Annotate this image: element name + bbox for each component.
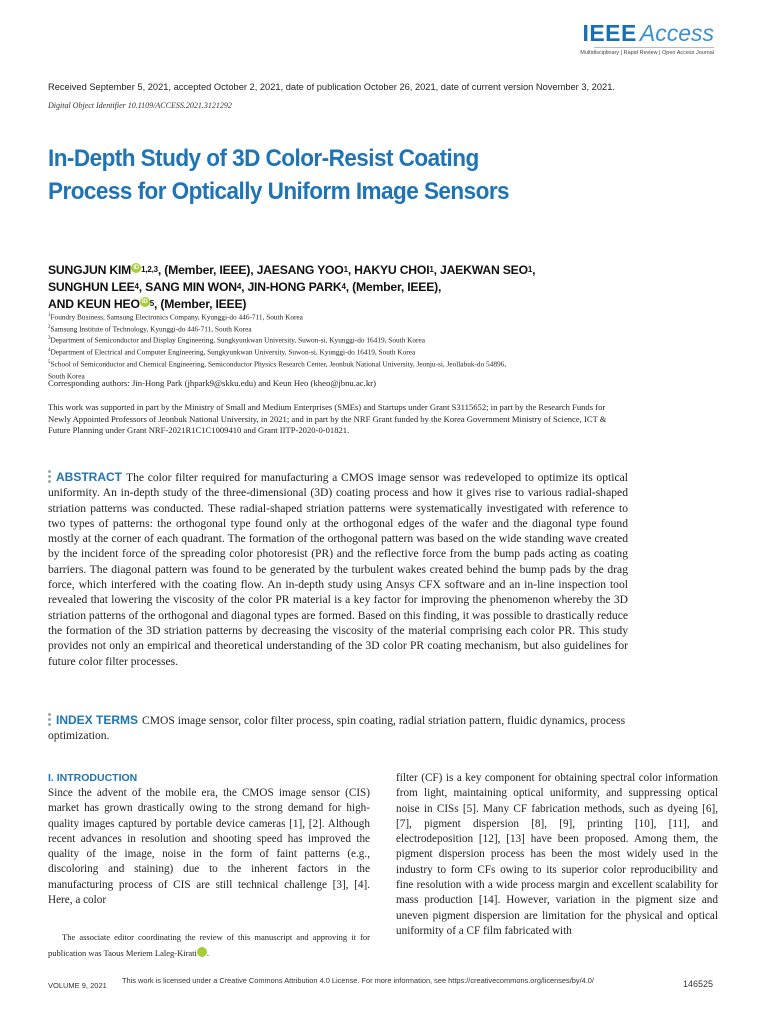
affiliation-text: Department of Electrical and Computer Engineering, Sungkyunkwan University, Suwon-si, Kyunggi-do 16419, South Korea bbox=[50, 347, 416, 357]
logo-ieee: IEEE bbox=[582, 20, 637, 46]
index-terms-text: CMOS image sensor, color filter process, spin coating, radial striation pattern, fluidic dynamics, process optimization. bbox=[48, 714, 626, 743]
footer-license: This work is licensed under a Creative Commons Attribution 4.0 License. For more information, see https://creativecommons.org/licenses/by/4.0/ bbox=[122, 976, 594, 985]
logo-access: Access bbox=[639, 20, 714, 46]
affiliations bbox=[48, 311, 628, 381]
author-name: , (Member, IEEE), bbox=[345, 280, 442, 294]
orcid-icon[interactable]: iD bbox=[197, 947, 207, 957]
abstract-label: ABSTRACT bbox=[56, 470, 122, 484]
author-name: , SANG MIN WON bbox=[138, 280, 237, 294]
abstract bbox=[48, 470, 628, 669]
affiliation bbox=[48, 311, 628, 323]
paper-title: In-Depth Study of 3D Color-Resist Coating Process for Optically Uniform Image Sensors bbox=[48, 145, 510, 205]
doi: Digital Object Identifier 10.1109/ACCESS.2021.3121292 bbox=[48, 101, 232, 110]
author-sup: 1 bbox=[527, 265, 533, 274]
orcid-icon[interactable]: iD bbox=[140, 297, 150, 307]
author-sup: 5 bbox=[149, 299, 154, 308]
footer-volume: VOLUME 9, 2021 bbox=[48, 981, 107, 990]
author-name: , HAKYU CHOI bbox=[347, 263, 430, 277]
affiliation-num: 2 bbox=[48, 324, 51, 330]
affiliation-text: South Korea bbox=[48, 371, 85, 381]
affiliation-text: Samsung Institute of Technology, Kyunggi-do 446-711, South Korea bbox=[50, 324, 252, 334]
funding-statement: This work was supported in part by the Ministry of Small and Medium Enterprises (SMEs) and Startups under Grant S3115652; in part by the Research Funds for Newly Appointed Professors of Jeonbuk National University, in 2021; and in part by the NRF Grant funded by the Korea Government Ministry of Science, ICT & Future Planning under Grant NRF-2021R1C1C1009410 and Grant IITP-2020-0-01821. bbox=[48, 402, 607, 436]
body-column-left: Since the advent of the mobile era, the CMOS image sensor (CIS) market has grown drastically owing to the strong demand for high-quality images captured by portable device cameras [1], [2]. Although recent advances in resolution and shooting speed has improved the quality of the image, noise in the form of faint patterns (e.g., discoloring and staining) due to the inherent factors in the manufacturing process of CIS are still technical challenge [3], [4]. Here, a color bbox=[48, 787, 370, 907]
author-line-1 bbox=[48, 262, 628, 279]
index-terms bbox=[48, 713, 628, 744]
author-name: SUNGJUN KIM bbox=[48, 263, 132, 277]
affiliation-text: Foundry Business, Samsung Electronics Company, Kyunggi-do 446-711, South Korea bbox=[50, 312, 303, 322]
corresponding-authors: Corresponding authors: Jin-Hong Park (jhpark9@skku.edu) and Keun Heo (kheo@jbnu.ac.kr) bbox=[48, 378, 376, 388]
author-sup: 4 bbox=[341, 282, 346, 291]
footnote-text: The associate editor coordinating the review of this manuscript and approving it for publication was Taous Meriem Laleg-Kirati bbox=[48, 932, 370, 958]
author-name: , (Member, IEEE) bbox=[153, 297, 247, 311]
section-dots-icon bbox=[48, 470, 52, 485]
section-dots-icon bbox=[48, 713, 52, 728]
author-sup: 4 bbox=[134, 282, 139, 291]
editor-footnote: The associate editor coordinating the review of this manuscript and approving it for publication was Taous Meriem Laleg-Kirati iD. bbox=[48, 932, 370, 958]
logo-tagline: Multidisciplinary | Rapid Review | Open Access Journal bbox=[580, 50, 714, 56]
author-name: SUNGHUN LEE bbox=[48, 280, 135, 294]
logo-rule bbox=[594, 47, 714, 48]
affiliation bbox=[48, 323, 628, 335]
affiliation bbox=[48, 334, 628, 346]
author-name: , JIN-HONG PARK bbox=[241, 280, 342, 294]
affiliation-num: 1 bbox=[48, 313, 51, 318]
author-name: , JAEKWAN SEO bbox=[433, 263, 528, 277]
affiliation-text: Department of Semiconductor and Display Engineering, Sungkyunkwan University, Suwon-si, Kyunggi-do 16419, South Korea bbox=[50, 335, 425, 345]
author-sup: 4 bbox=[236, 282, 242, 291]
orcid-icon[interactable]: iD bbox=[131, 263, 141, 273]
affiliation bbox=[48, 346, 628, 358]
body-column-right: filter (CF) is a key component for obtaining spectral color information from light, maintaining optical uniformity, and suppressing optical noise in CISs [5]. Many CF fabrication methods, such as dyeing [6], [7], pigment dispersion [8], [9], printing [10], [11], and electrodeposition [12], [13] have been proposed. Among them, the pigment dispersion process has been the most widely used in the industry to form CFs owing to its superior color reproducibility and fine resolution with a wide process margin and excellent scalability for mass production [14]. However, variation in the pigment size and uneven pigment dispersion are limitation for the physical and optical uniformity of a CF film fabricated with bbox=[396, 772, 718, 937]
author-sup: 1,2,3 bbox=[141, 265, 158, 274]
affiliation-num: 3 bbox=[48, 336, 51, 342]
index-terms-label: INDEX TERMS bbox=[56, 713, 139, 727]
section-heading: I. INTRODUCTION bbox=[48, 772, 138, 784]
affiliation-text: School of Semiconductor and Chemical Engineering, Semiconductor Physics Research Center, Jeonbuk National University, Jeonju-si, Jeollabuk-do 54896, bbox=[50, 359, 507, 369]
author-name: AND KEUN HEO bbox=[48, 297, 140, 311]
author-name: , (Member, IEEE), JAESANG YOO bbox=[157, 263, 344, 277]
author-list bbox=[48, 262, 628, 313]
abstract-text: The color filter required for manufacturing a CMOS image sensor was redeveloped to optimize its optical uniformity. An in-depth study of the three-dimensional (3D) coating process and how it gives rise to various radial-shaped striation patterns was conducted. These radial-shaped striation patterns were systematically investigated with reference to two types of patterns: the orthogonal type found only at the orthogonal edges of the wafer and the diagonal type found mostly at the corner of each quadrant. The formation of the orthogonal pattern was based on the wide standing wave created by the incident force of the spreading color photoresist (PR) and the reflective force from the bump pads acting as coating barriers. The diagonal pattern was found to be generated by the turbulent wakes created behind the bump pads by the drag force, which interfered with the coating flow. An in-depth study using Ansys CFX software and an in-line inspection tool revealed that lowering the viscosity of the color PR material is a key factor for improving the phenomenon whereby the 3D striation patterns of the orthogonal and diagonal types are formed. Based on this finding, it was possible to drastically reduce the formation of the 3D striation patterns by decreasing the viscosity of the material comprising each color PR. This study provides not only an empirical and theoretical understanding of the 3D color PR coating mechanism, but also guidelines for future color filter processes. bbox=[48, 471, 628, 668]
journal-logo bbox=[580, 20, 714, 56]
page-number: 146525 bbox=[683, 979, 714, 989]
author-sup: 1 bbox=[343, 265, 348, 274]
author-sep: , bbox=[532, 263, 536, 277]
affiliation bbox=[48, 358, 628, 370]
author-line-2 bbox=[48, 279, 628, 296]
affiliation-num: 4 bbox=[48, 348, 51, 354]
affiliation-num: 5 bbox=[48, 359, 51, 365]
author-sup: 1 bbox=[429, 265, 434, 274]
received-dates: Received September 5, 2021, accepted October 2, 2021, date of publication October 26, 2021, date of current version November 3, 2021. bbox=[48, 82, 615, 92]
